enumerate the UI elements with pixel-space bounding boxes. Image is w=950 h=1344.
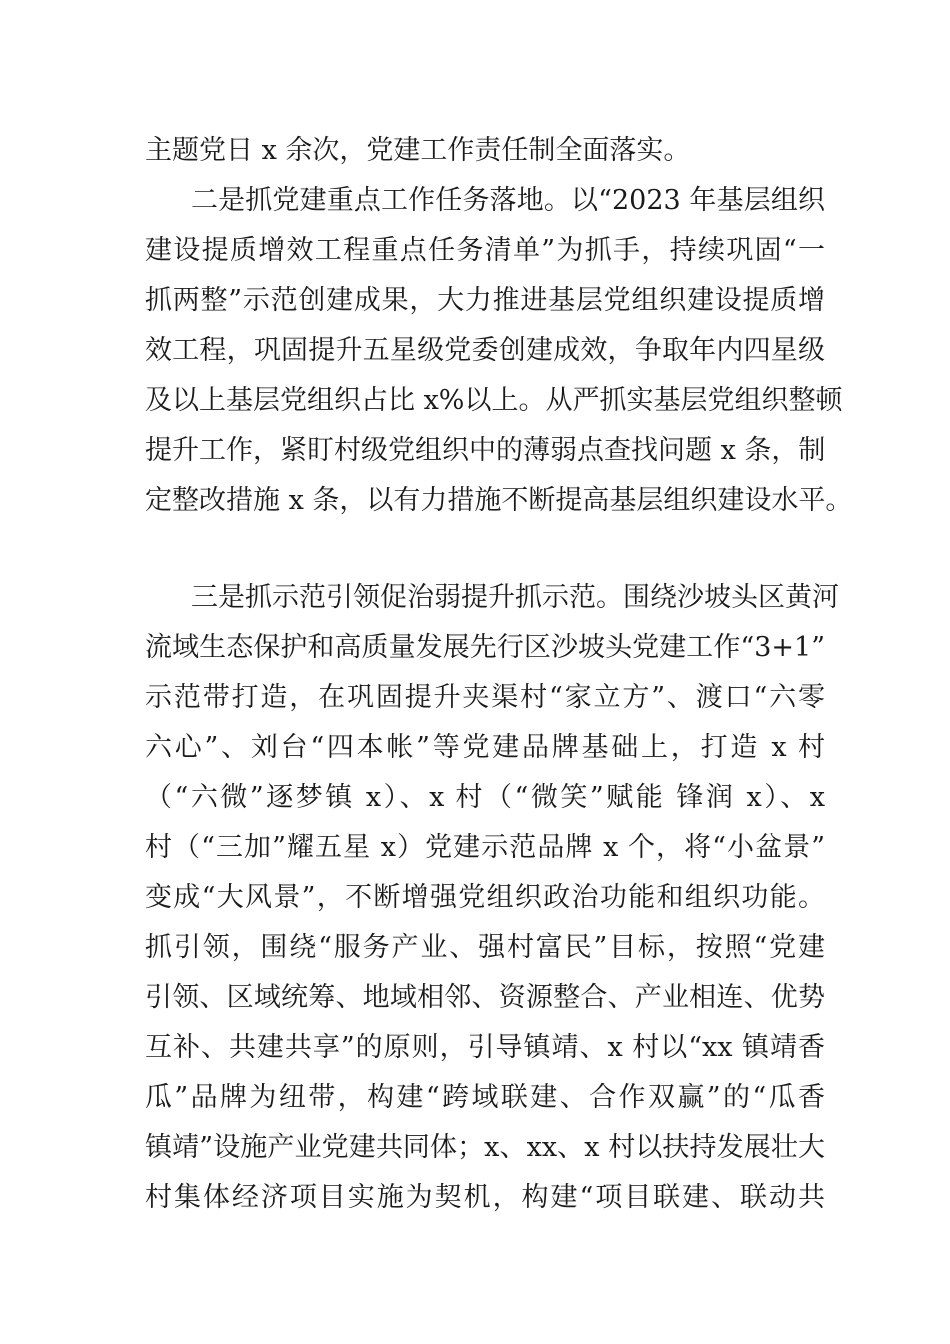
text-line: 定整改措施 x 条，以有力措施不断提高基层组织建设水平。	[145, 485, 853, 516]
text-line: 变成“大风景”，不断增强党组织政治功能和组织功能。	[145, 882, 825, 913]
paragraph-party-building-tasks	[145, 176, 853, 526]
text-line: 示范带打造，在巩固提升夹渠村“家立方”、渡口“六零	[145, 682, 825, 713]
text-line: 二是抓党建重点工作任务落地。以“2023 年基层组织	[191, 185, 825, 216]
paragraph-continuation	[145, 126, 825, 176]
text-line: 村（“三加”耀五星 x）党建示范品牌 x 个，将“小盆景”	[145, 832, 825, 863]
text-line: 抓引领，围绕“服务产业、强村富民”目标，按照“党建	[145, 932, 825, 963]
text-line: 瓜”品牌为纽带，构建“跨域联建、合作双赢”的“瓜香	[145, 1082, 825, 1113]
text-line: 建设提质增效工程重点任务清单”为抓手，持续巩固“一	[145, 235, 825, 266]
text-line: 效工程，巩固提升五星级党委创建成效，争取年内四星级	[145, 335, 825, 366]
text-line: 镇靖”设施产业党建共同体；x、xx、x 村以扶持发展壮大	[145, 1132, 825, 1163]
text-line: 村集体经济项目实施为契机，构建“项目联建、联动共	[145, 1182, 825, 1213]
text-line: 流域生态保护和高质量发展先行区沙坡头党建工作“3+1”	[145, 632, 825, 663]
text-line: 互补、共建共享”的原则，引导镇靖、x 村以“xx 镇靖香	[145, 1032, 825, 1063]
text-line: 引领、区域统筹、地域相邻、资源整合、产业相连、优势	[145, 982, 825, 1013]
text-line: 及以上基层党组织占比 x%以上。从严抓实基层党组织整顿	[145, 385, 843, 416]
text-line: 三是抓示范引领促治弱提升抓示范。围绕沙坡头区黄河	[191, 582, 839, 613]
text-line: 主题党日 x 余次，党建工作责任制全面落实。	[145, 135, 691, 166]
paragraph-demonstration-leading	[145, 573, 839, 1223]
text-line: （“六微”逐梦镇 x）、x 村（“微笑”赋能 锋润 x）、x	[145, 782, 825, 813]
text-line: 抓两整”示范创建成果，大力推进基层党组织建设提质增	[145, 285, 825, 316]
text-line: 提升工作，紧盯村级党组织中的薄弱点查找问题 x 条，制	[145, 435, 826, 466]
text-line: 六心”、刘台“四本帐”等党建品牌基础上，打造 x 村	[145, 732, 825, 763]
